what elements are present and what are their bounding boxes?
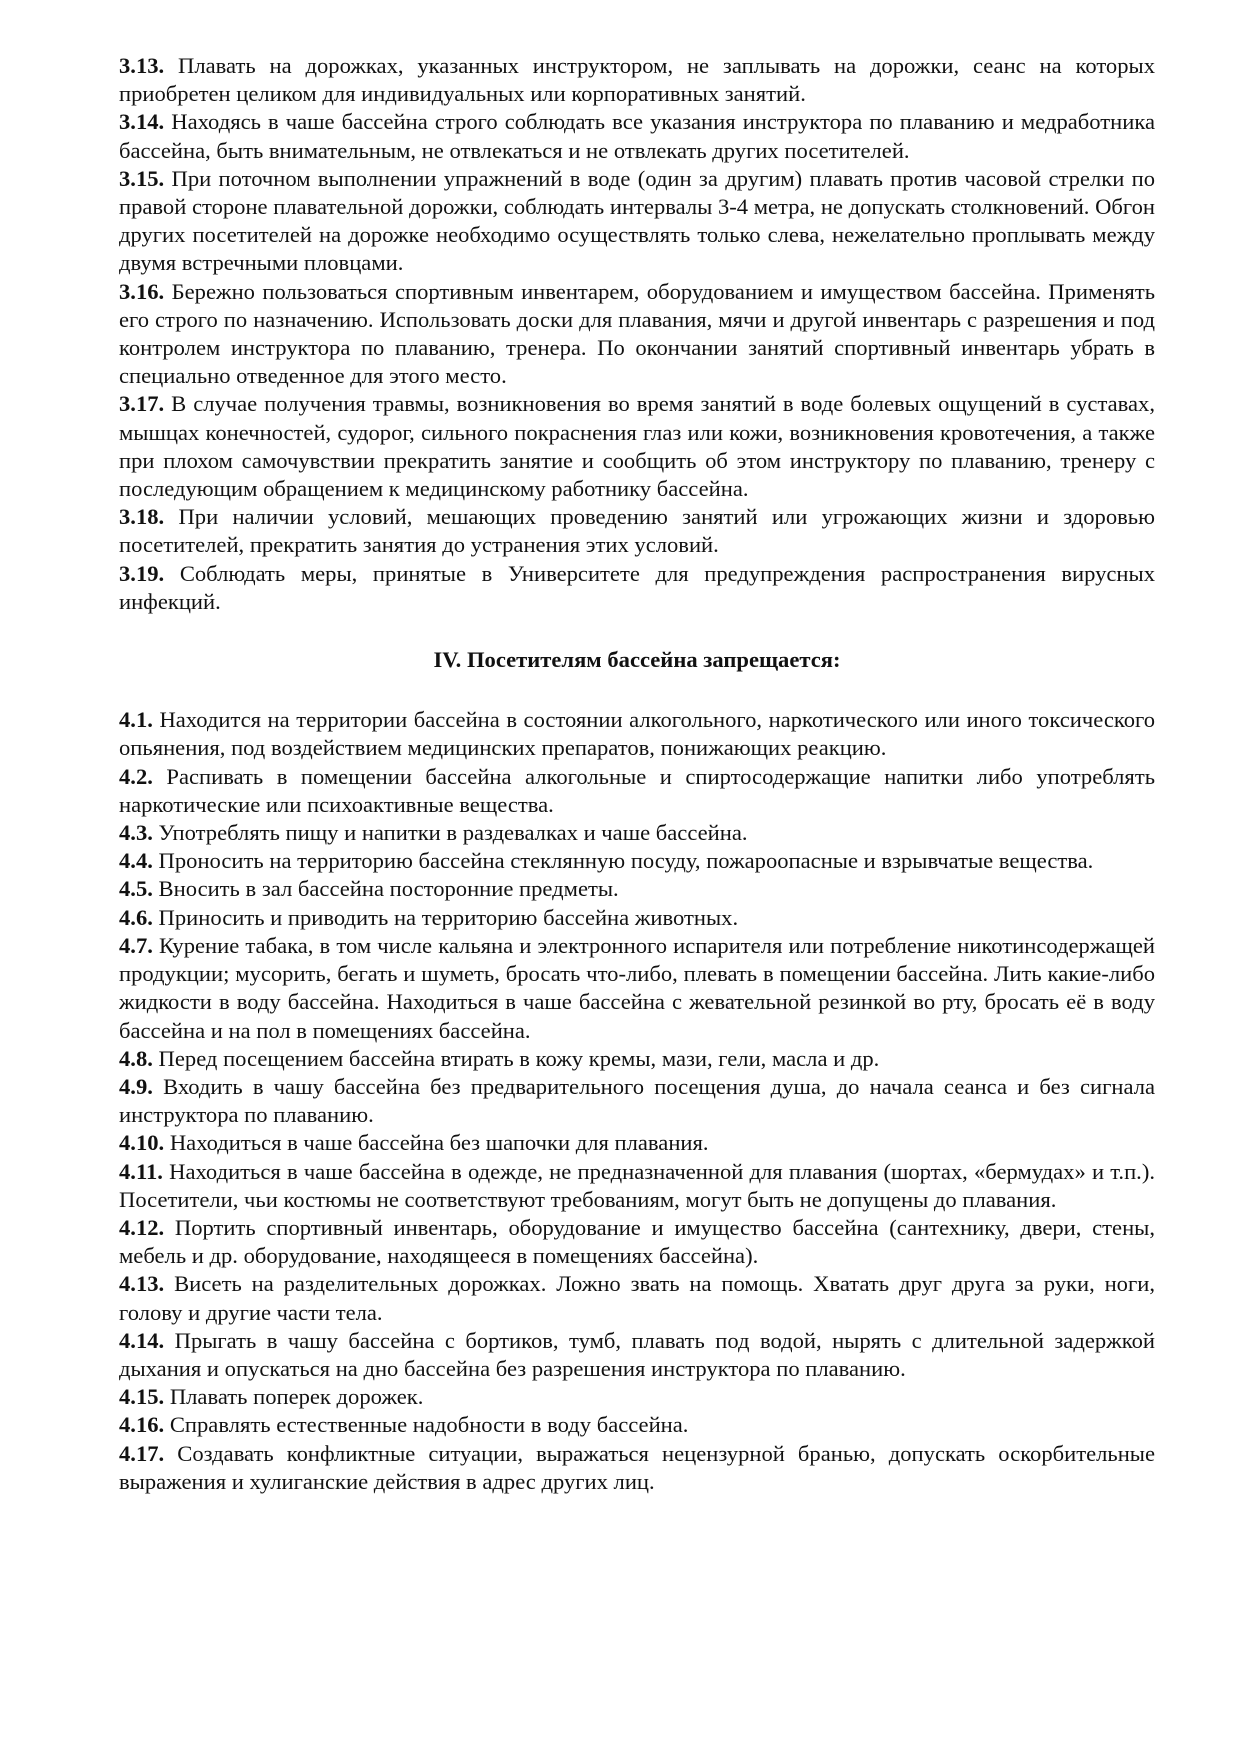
rule-text: Бережно пользоваться спортивным инвентарем, оборудованием и имуществом бассейна. Применять его строго по назначению. Использовать доски для плавания, мячи и другой инвентарь с разрешения и под контролем инструктора по плаванию, тренера. По окончании занятий спортивный инвентарь убрать в специально отведенное для этого место. — [119, 278, 1156, 389]
rule-text: Входить в чашу бассейна без предварительного посещения душа, до начала сеанса и без сигнала инструктора по плаванию. — [119, 1073, 1155, 1128]
rule-text: Употреблять пищу и напитки в раздевалках и чаше бассейна. — [158, 820, 748, 846]
rule-number: 3.16. — [119, 278, 165, 304]
rule-item-4-7 — [119, 932, 1155, 1045]
rule-item-4-11 — [119, 1158, 1155, 1214]
rule-item-4-15 — [119, 1383, 1155, 1411]
rule-item-4-16 — [119, 1411, 1155, 1439]
rule-number: 3.19. — [119, 560, 165, 586]
rule-item-3-18 — [119, 503, 1155, 559]
rule-item-4-4 — [119, 847, 1155, 875]
rule-number: 4.2. — [119, 763, 153, 789]
rule-text: Создавать конфликтные ситуации, выражаться нецензурной бранью, допускать оскорбительные выражения и хулиганские действия в адрес других лиц. — [119, 1440, 1155, 1494]
rule-text: Находиться в чаше бассейна в одежде, не предназначенной для плавания (шортах, «бермудах» и т.п.). Посетители, чьи костюмы не соответствуют требованиям, могут быть не допущены до плавания. — [119, 1158, 1155, 1212]
rule-item-3-16 — [119, 278, 1155, 391]
rule-item-4-13 — [119, 1270, 1155, 1326]
rule-text: Висеть на разделительных дорожках. Ложно звать на помощь. Хватать друг друга за руки, ноги, голову и другие части тела. — [119, 1271, 1155, 1325]
rule-text: Перед посещением бассейна втирать в кожу кремы, мази, гели, масла и др. — [158, 1045, 880, 1071]
rule-number: 4.16. — [119, 1412, 165, 1438]
rule-item-4-2 — [119, 763, 1155, 819]
rule-item-4-14 — [119, 1327, 1155, 1383]
rule-item-4-8 — [119, 1045, 1155, 1073]
rule-item-4-17 — [119, 1440, 1155, 1496]
rule-text: Плавать поперек дорожек. — [169, 1384, 424, 1410]
rule-text: Плавать на дорожках, указанных инструктором, не заплывать на дорожки, сеанс на которых приобретен целиком для индивидуальных или корпоративных занятий. — [119, 53, 1155, 107]
rule-item-4-6 — [119, 904, 1155, 932]
rule-number: 4.14. — [119, 1327, 165, 1353]
rule-text: Распивать в помещении бассейна алкогольные и спиртосодержащие напитки либо употреблять наркотические или психоактивные вещества. — [119, 763, 1155, 817]
rule-number: 4.12. — [119, 1214, 165, 1240]
rule-text: При наличии условий, мешающих проведению занятий или угрожающих жизни и здоровью посетителей, прекратить занятия до устранения этих условий. — [119, 504, 1155, 558]
rule-text: Портить спортивный инвентарь, оборудование и имущество бассейна (сантехнику, двери, стены, мебель и др. оборудование, находящееся в помещениях бассейна). — [119, 1214, 1155, 1269]
rule-item-4-10 — [119, 1129, 1155, 1157]
rule-text: Находиться в чаше бассейна без шапочки для плавания. — [169, 1130, 709, 1156]
rule-number: 4.6. — [119, 904, 153, 930]
section-3-list — [119, 52, 1155, 616]
rule-number: 3.13. — [119, 53, 165, 78]
rule-text: Проносить на территорию бассейна стеклянную посуду, пожароопасные и взрывчатые вещества. — [158, 848, 1094, 874]
rule-text: Находится на территории бассейна в состоянии алкогольного, наркотического или иного токсического опьянения, под воздействием медицинских препаратов, понижающих реакцию. — [119, 707, 1155, 761]
rule-item-3-17 — [119, 390, 1155, 503]
rule-number: 4.15. — [119, 1384, 165, 1410]
rule-item-4-5 — [119, 875, 1155, 903]
rule-item-4-9 — [119, 1073, 1155, 1129]
rule-text: В случае получения травмы, возникновения во время занятий в воде болевых ощущений в суставах, мышцах конечностей, судорог, сильного покраснения глаз или кожи, возникновения кровотечения, а также при плохом самочувствии прекратить занятие и сообщить об этом инструктору по плаванию, тренеру с последующим обращением к медицинскому работнику бассейна. — [119, 391, 1155, 502]
rule-number: 4.10. — [119, 1130, 165, 1156]
rule-number: 4.17. — [119, 1440, 165, 1466]
section-4-list — [119, 706, 1155, 1496]
rule-number: 4.7. — [119, 932, 153, 958]
rule-text: Соблюдать меры, принятые в Университете для предупреждения распространения вирусных инфекций. — [119, 560, 1155, 614]
rule-number: 4.9. — [119, 1073, 153, 1099]
document-page — [119, 52, 1155, 1496]
rule-item-3-13 — [119, 52, 1155, 108]
section-4-heading: IV. Посетителям бассейна запрещается: — [433, 647, 841, 673]
rule-text: Находясь в чаше бассейна строго соблюдать все указания инструктора по плаванию и медработника бассейна, быть внимательным, не отвлекаться и не отвлекать других посетителей. — [119, 109, 1155, 163]
rule-number: 4.1. — [119, 707, 153, 733]
rule-text: Курение табака, в том числе кальяна и электронного испарителя или потребление никотинсодержащей продукции; мусорить, бегать и шуметь, бросать что-либо, плевать в помещении бассейна. Лить какие-либо жидкости в воду бассейна. Находиться в чаше бассейна с жевательной резинкой во рту, бросать её в воду бассейна и на пол в помещениях бассейна. — [119, 932, 1155, 1043]
rule-item-4-12 — [119, 1214, 1155, 1270]
rule-number: 4.13. — [119, 1271, 165, 1297]
rule-item-3-14 — [119, 108, 1155, 164]
rule-item-4-3 — [119, 819, 1155, 847]
rule-text: Приносить и приводить на территорию бассейна животных. — [158, 904, 739, 930]
rule-number: 3.14. — [119, 109, 165, 135]
rule-number: 3.17. — [119, 391, 165, 417]
rule-number: 4.4. — [119, 848, 153, 874]
rule-number: 4.5. — [119, 876, 153, 902]
rule-number: 4.11. — [119, 1158, 163, 1184]
rule-number: 4.8. — [119, 1045, 153, 1071]
rule-text: При поточном выполнении упражнений в воде (один за другим) плавать против часовой стрелки по правой стороне плавательной дорожки, соблюдать интервалы 3-4 метра, не допускать столкновений. Обгон других посетителей на дорожке необходимо осуществлять только слева, нежелательно проплывать между двумя встречными пловцами. — [119, 165, 1155, 276]
rule-text: Справлять естественные надобности в воду бассейна. — [169, 1412, 689, 1438]
rule-text: Прыгать в чашу бассейна с бортиков, тумб, плавать под водой, нырять с длительной задержкой дыхания и опускаться на дно бассейна без разрешения инструктора по плаванию. — [119, 1327, 1155, 1381]
rule-item-3-19 — [119, 560, 1155, 616]
rule-item-3-15 — [119, 165, 1155, 278]
rule-text: Вносить в зал бассейна посторонние предметы. — [158, 876, 619, 902]
rule-number: 3.15. — [119, 165, 165, 191]
rule-item-4-1 — [119, 706, 1155, 762]
rule-number: 3.18. — [119, 504, 165, 530]
rule-number: 4.3. — [119, 820, 153, 846]
